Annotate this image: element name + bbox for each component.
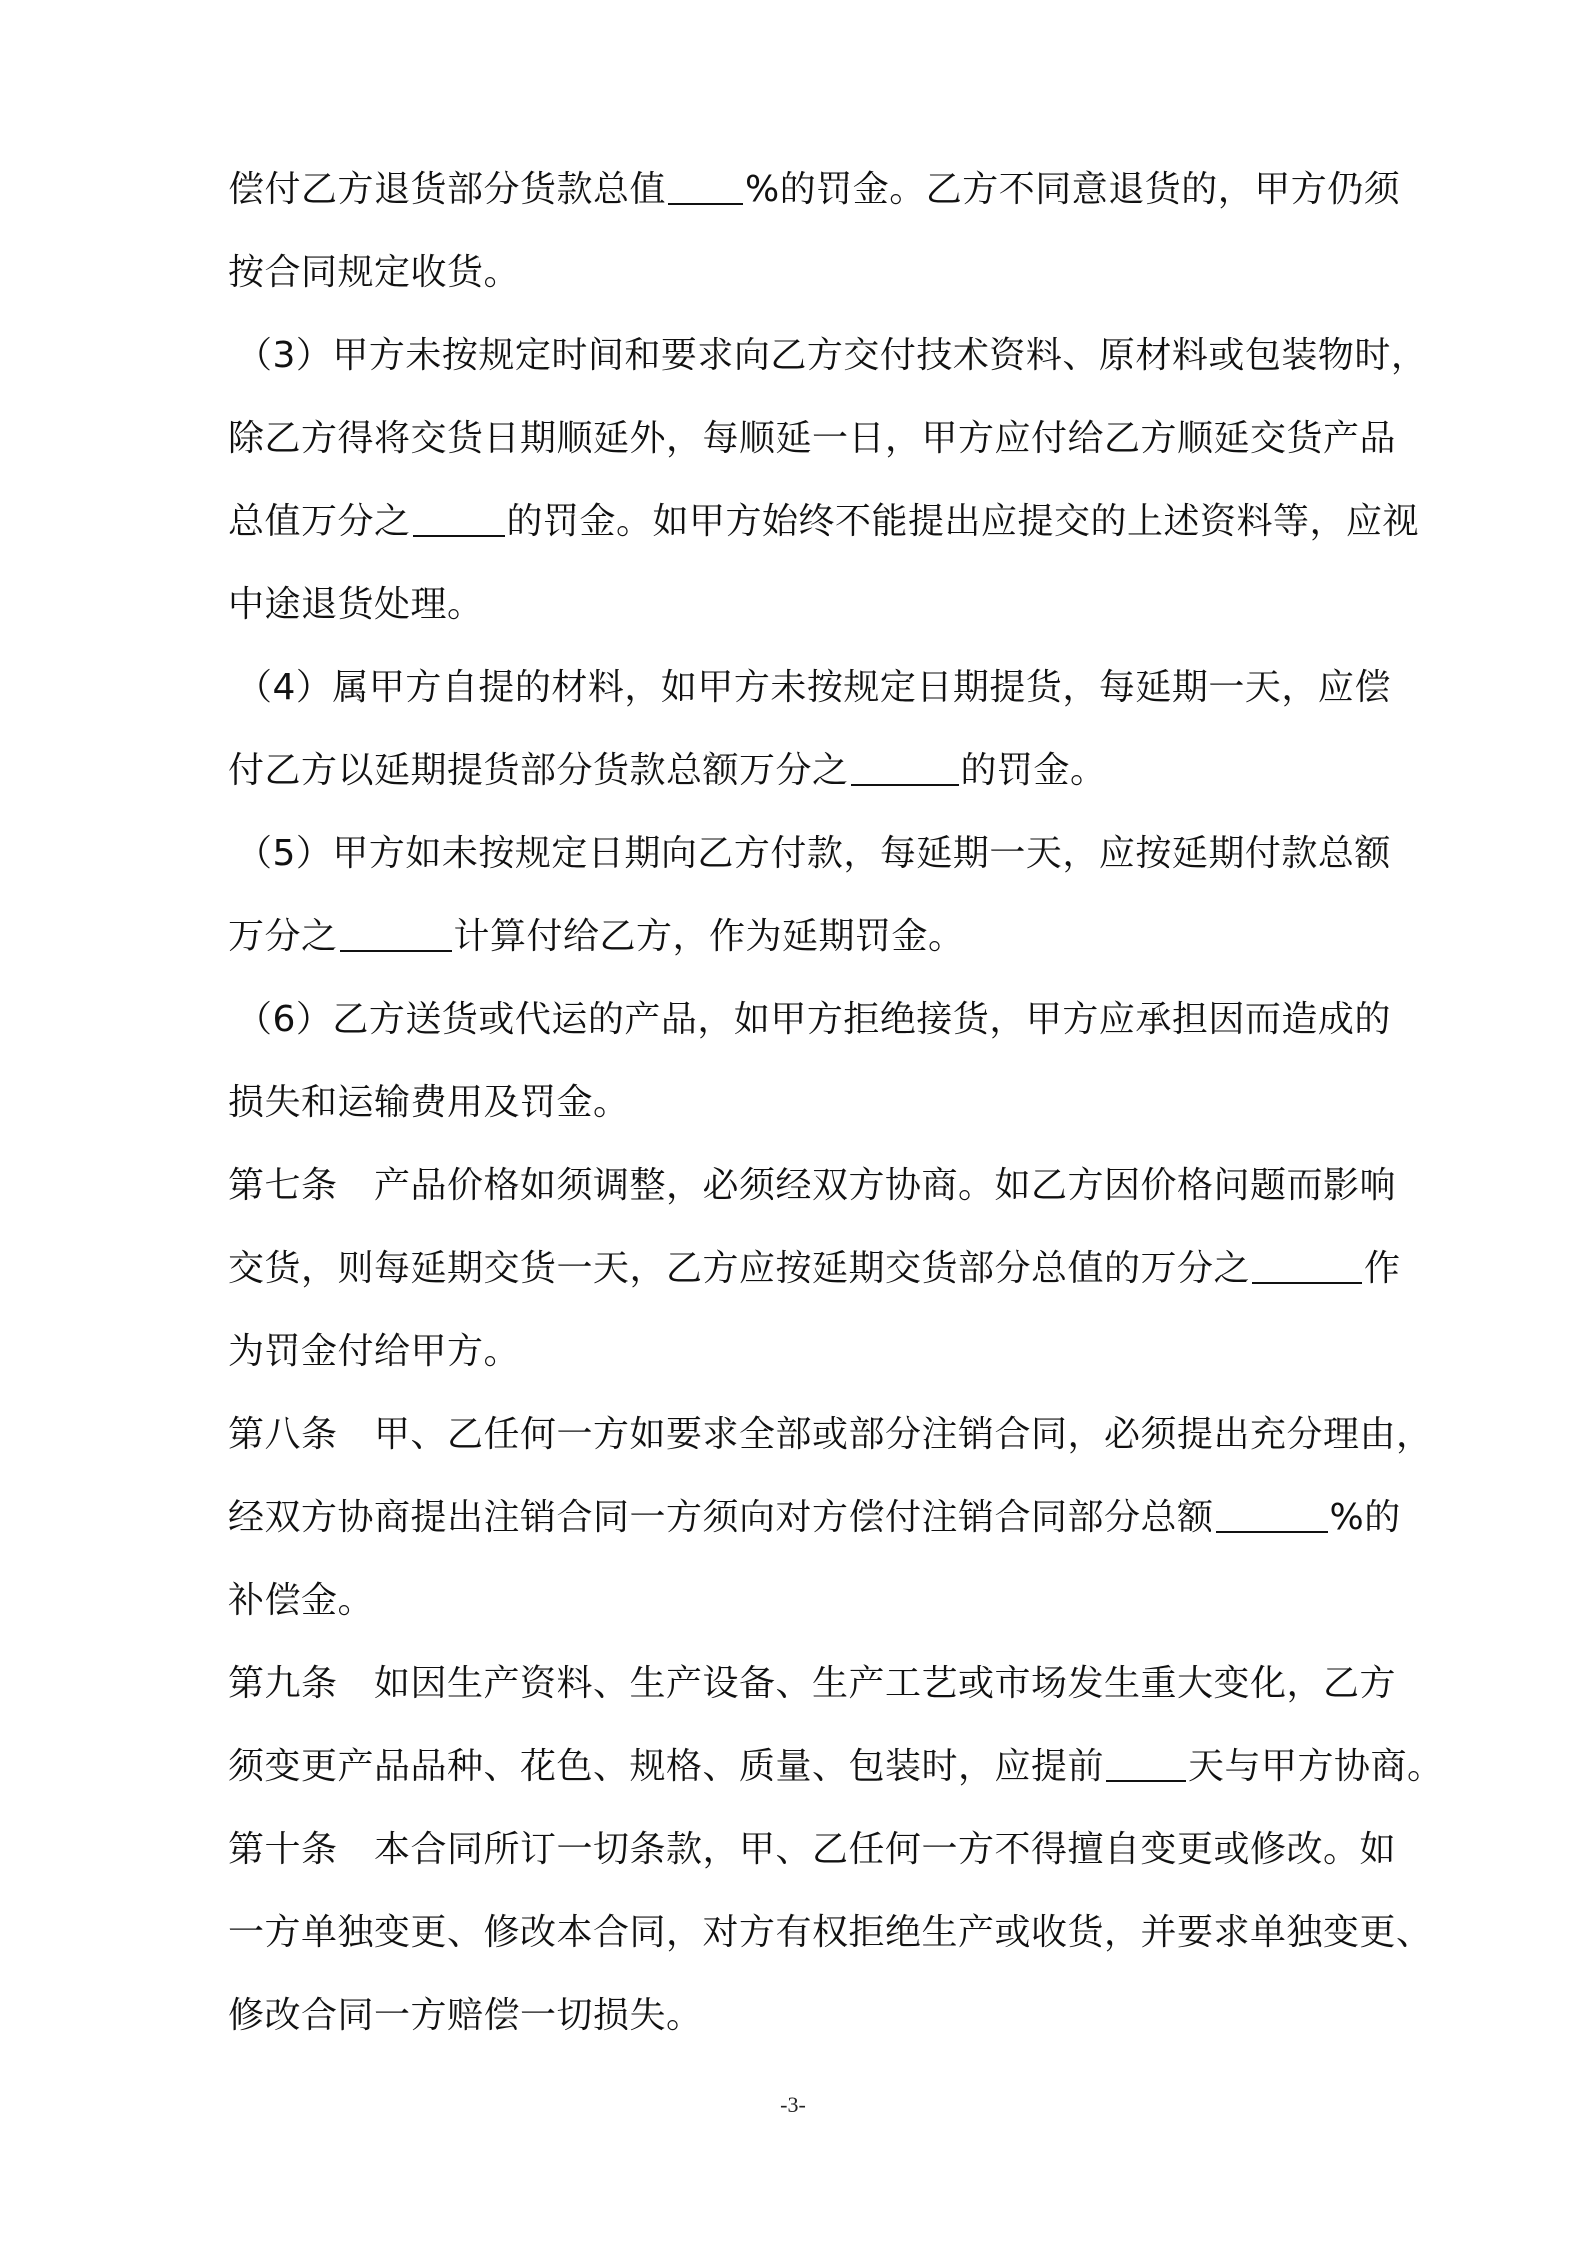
- text-line: 一方单独变更、修改本合同，对方有权拒绝生产或收货，并要求单独变更、: [228, 1912, 1433, 1953]
- text-line: [228, 480, 1440, 563]
- article-9-line: 第九条 如因生产资料、生产设备、生产工艺或市场发生重大变化，乙方: [228, 1663, 1397, 1704]
- text-segment: 作: [1364, 1248, 1401, 1289]
- article-10-line: 第十条 本合同所订一切条款，甲、乙任何一方不得擅自变更或修改。如: [228, 1829, 1397, 1870]
- fill-in-blank[interactable]: [851, 754, 959, 786]
- clause-3-line: （3）甲方未按规定时间和要求向乙方交付技术资料、原材料或包装物时，: [236, 335, 1428, 376]
- text-segment: %的: [1329, 1497, 1401, 1538]
- text-segment: 天与甲方协商。: [1188, 1746, 1444, 1787]
- text-segment: 计算付给乙方，作为延期罚金。: [453, 916, 965, 957]
- fill-in-blank[interactable]: [1106, 1750, 1186, 1782]
- text-line: [228, 1725, 1444, 1808]
- text-segment: 须变更产品品种、花色、规格、质量、包装时，应提前: [228, 1746, 1105, 1787]
- text-segment: 交货，则每延期交货一天，乙方应按延期交货部分总值的万分之: [228, 1248, 1251, 1289]
- text-line: [228, 148, 1440, 231]
- text-segment: 总值万分之: [228, 501, 411, 542]
- fill-in-blank[interactable]: [1216, 1501, 1328, 1533]
- article-7-line: 第七条 产品价格如须调整，必须经双方协商。如乙方因价格问题而影响: [228, 1165, 1397, 1206]
- text-segment: 万分之: [228, 916, 338, 957]
- text-line: [228, 729, 1440, 812]
- fill-in-blank[interactable]: [1252, 1252, 1362, 1284]
- text-line: [228, 1227, 1440, 1310]
- text-segment: %的罚金。乙方不同意退货的，甲方仍须: [745, 169, 1401, 210]
- clause-4-line: （4）属甲方自提的材料，如甲方未按规定日期提货，每延期一天，应偿: [236, 667, 1391, 708]
- clause-5-line: （5）甲方如未按规定日期向乙方付款，每延期一天，应按延期付款总额: [236, 833, 1391, 874]
- clause-6-line: （6）乙方送货或代运的产品，如甲方拒绝接货，甲方应承担因而造成的: [236, 999, 1391, 1040]
- contract-body: [228, 148, 1444, 2057]
- text-line: [228, 895, 1440, 978]
- text-segment: 的罚金。: [960, 750, 1107, 791]
- text-line: 修改合同一方赔偿一切损失。: [228, 1995, 703, 2036]
- text-segment: 经双方协商提出注销合同一方须向对方偿付注销合同部分总额: [228, 1497, 1214, 1538]
- fill-in-blank[interactable]: [668, 173, 743, 205]
- text-line: 为罚金付给甲方。: [228, 1331, 521, 1372]
- fill-in-blank[interactable]: [340, 920, 452, 952]
- text-line: 损失和运输费用及罚金。: [228, 1082, 630, 1123]
- page-number: -3-: [780, 2092, 806, 2117]
- text-line: 除乙方得将交货日期顺延外，每顺延一日，甲方应付给乙方顺延交货产品: [228, 418, 1397, 459]
- text-line: 中途退货处理。: [228, 584, 484, 625]
- fill-in-blank[interactable]: [413, 505, 505, 537]
- text-segment: 付乙方以延期提货部分货款总额万分之: [228, 750, 849, 791]
- text-line: 按合同规定收货。: [228, 252, 521, 293]
- text-line: 补偿金。: [228, 1580, 375, 1621]
- text-segment: 的罚金。如甲方始终不能提出应提交的上述资料等，应视: [506, 501, 1420, 542]
- article-8-line: 第八条 甲、乙任何一方如要求全部或部分注销合同，必须提出充分理由，: [228, 1414, 1433, 1455]
- text-line: [228, 1476, 1440, 1559]
- text-segment: 偿付乙方退货部分货款总值: [228, 169, 667, 210]
